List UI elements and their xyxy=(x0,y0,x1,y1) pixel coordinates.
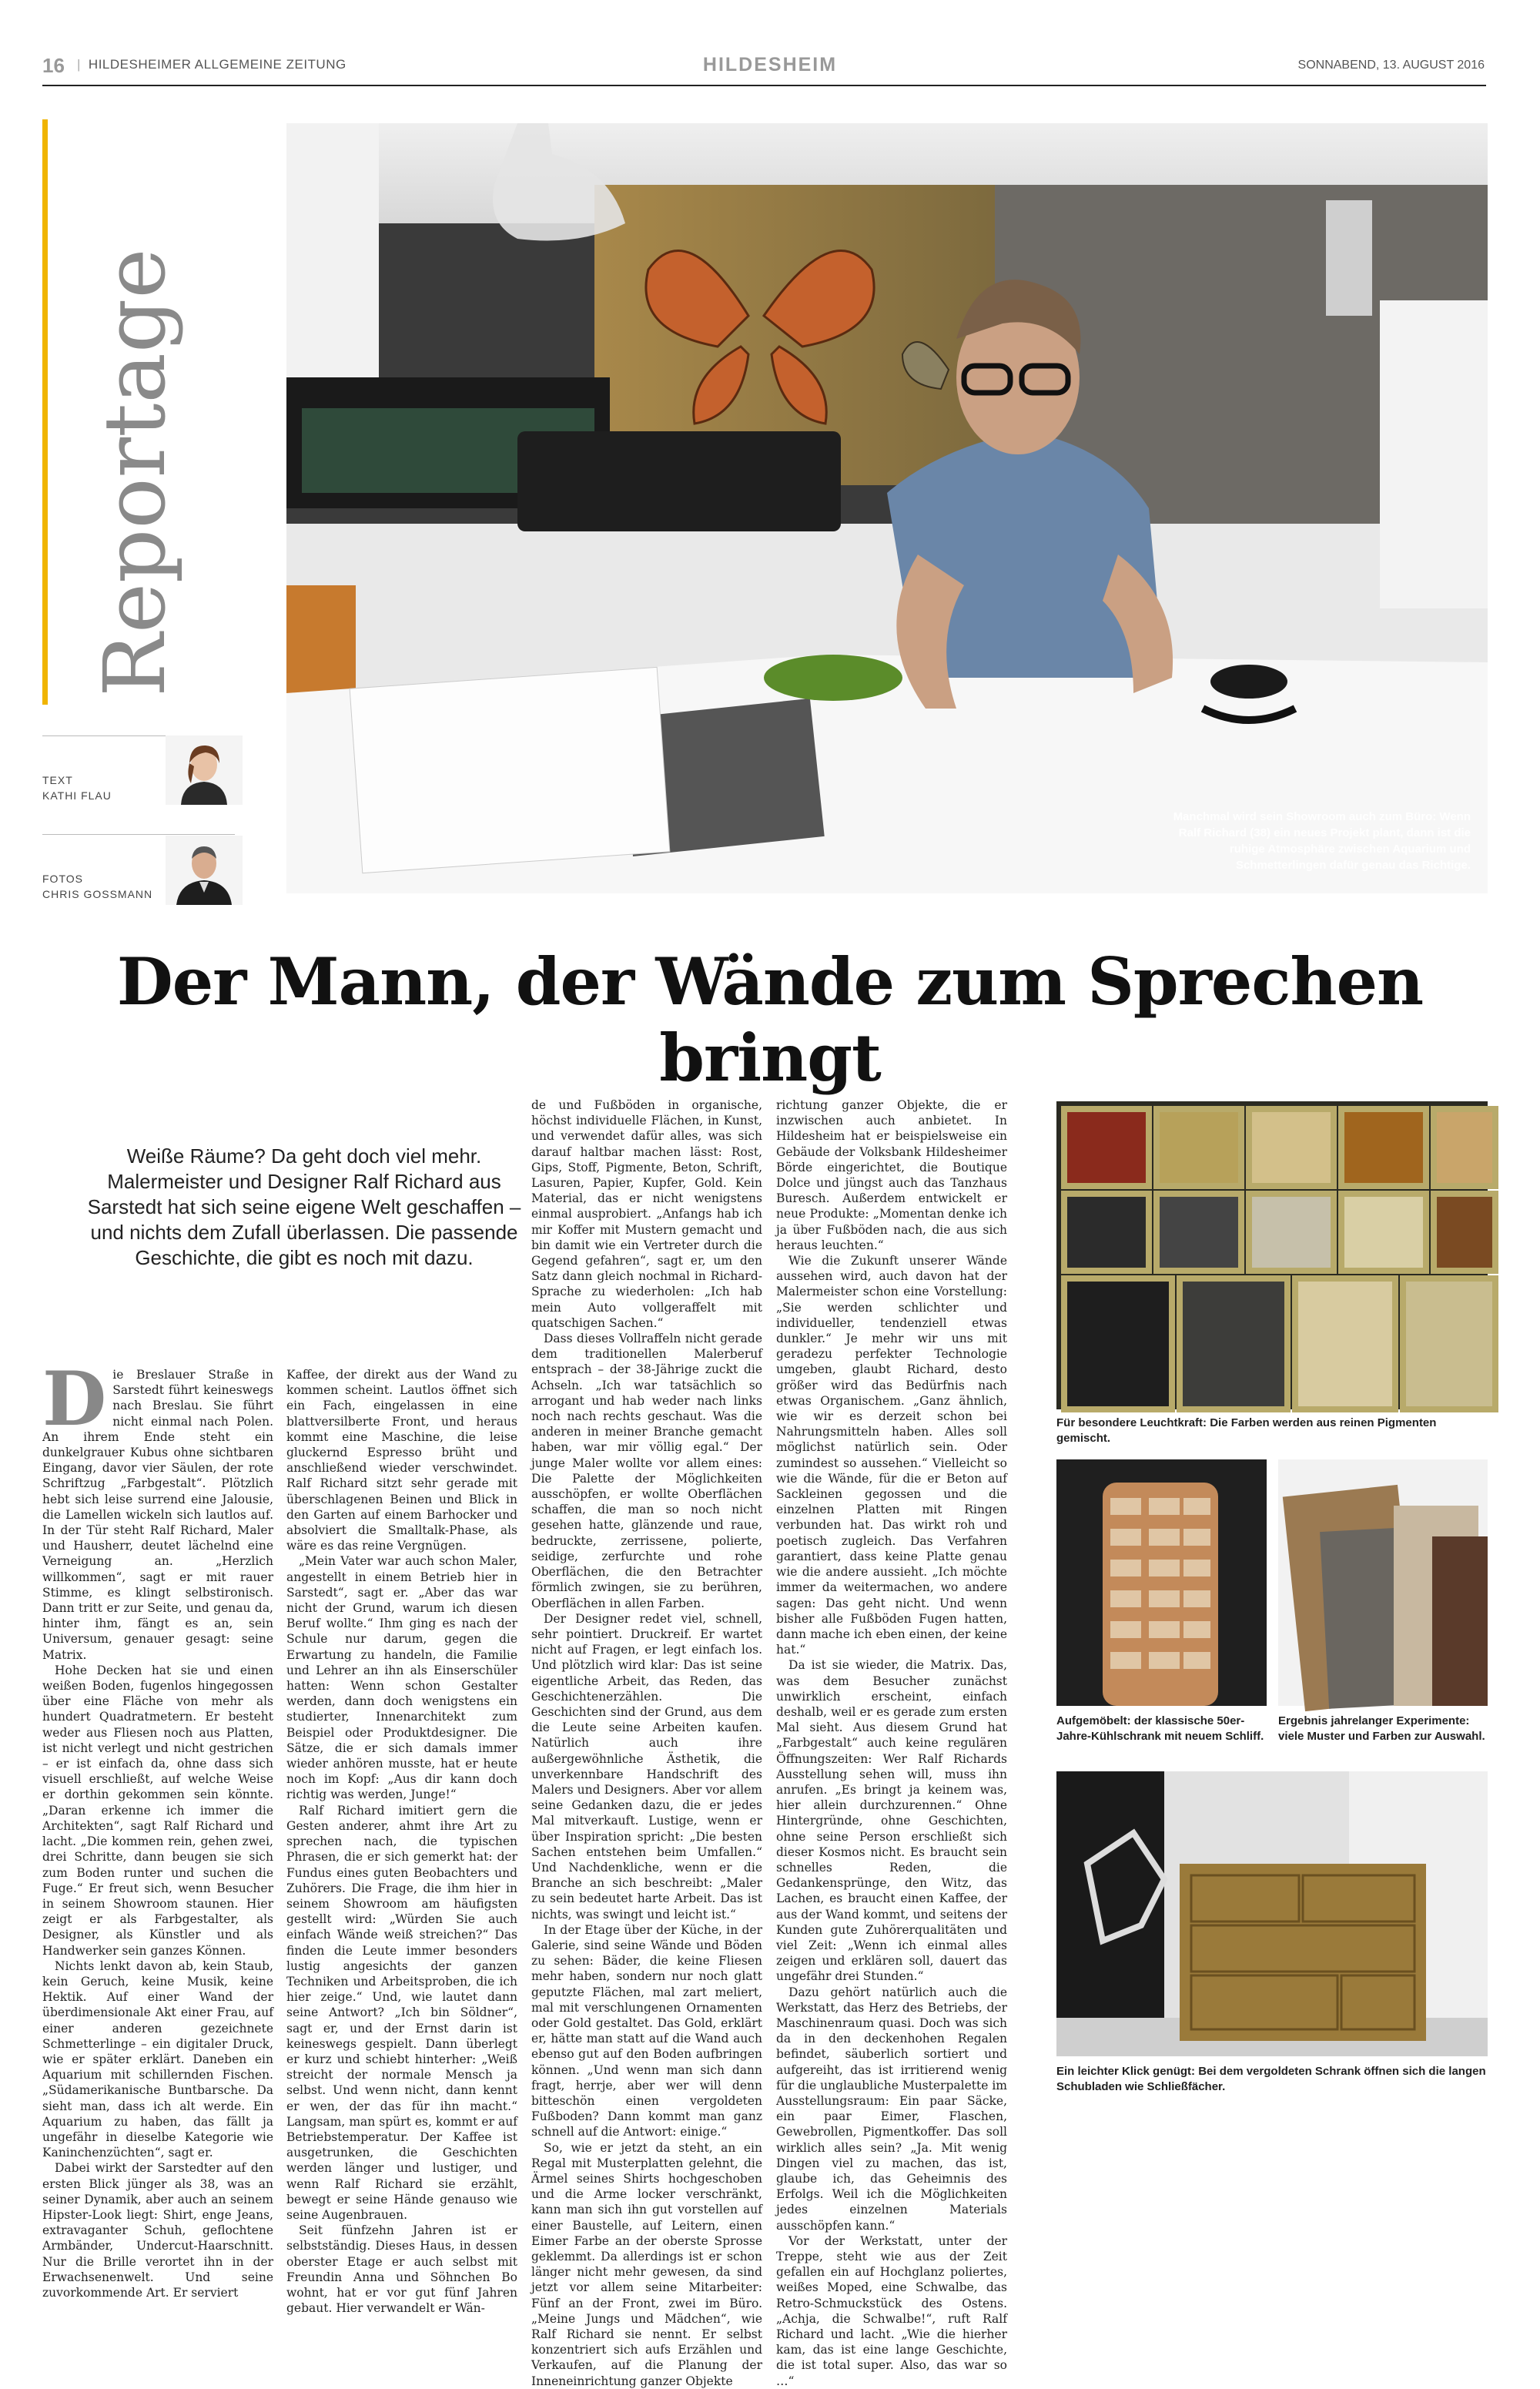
page-number: 16 xyxy=(42,54,65,77)
article-paragraph: Der Designer redet viel, schnell, sehr pointiert. Druckreif. Er wartet nicht auf Fragen, er legt einfach los. Und plötzlich wird klar: Das ist seine eigentliche Arbeit, das Reden, das Geschichtenerzählen. Die Geschichten sind der Grund, aus dem die Leute seine Arbeiten kaufen. Natürlich auch ihre außergewöhnliche Ästhetik, die unverkennbare Handschrift des Malers und Designers. Aber vor allem seine Gedanken dazu, die er jedes Mal mitverkauft. Lustige, wenn er über Inspiration spricht: „Die besten Sachen entstehen beim Umfallen.“ Und Nachdenkliche, wenn er die Branche an sich beschreibt: „Maler zu sein bedeutet harte Arbeit. Das ist nichts, was swingt und leicht ist.“ xyxy=(531,1611,762,1922)
article-paragraph: Kaffee, der direkt aus der Wand zu kommen scheint. Lautlos öffnet sich ein Fach, eingelassen in eine blattversilberte Front, und heraus kommt eine Maschine, die leise gluckernd Espresso brüht und anschließend wieder verschwindet. Ralf Richard sitzt sehr gerade mit überschlagenen Beinen und Blick in den Garten auf einem Barhocker und absolviert die Smalltalk-Phase, als wäre es das reine Vergnügen. xyxy=(286,1368,517,1553)
drop-cap: D xyxy=(42,1355,107,1442)
samples-photo xyxy=(1278,1459,1488,1706)
issue-date: SONNABEND, 13. AUGUST 2016 xyxy=(1297,59,1485,72)
pigments-caption: Für besondere Leuchtkraft: Die Farben werden aus reinen Pigmenten gemischt. xyxy=(1056,1416,1437,1445)
headline: Der Mann, der Wände zum Sprechen bringt xyxy=(116,943,1424,1096)
hero-photo xyxy=(286,123,1488,893)
intro-teaser: Weiße Räume? Da geht doch viel mehr. Malermeister und Designer Ralf Richard aus Sarstedt hat sich seine eigene Welt geschaffen – und nichts dem Zufall überlassen. Die passende Geschichte, die gibt es noch mit dazu. xyxy=(87,1144,521,1269)
article-paragraph: Nichts lenkt davon ab, kein Staub, kein Geruch, keine Musik, keine Hektik. Auf einer Wand der überdimensionale Akt einer Frau, auf einer anderen gezeichnete Schmetterlinge – ein digitaler Druck, wie er später erklärt. Daneben ein Aquarium mit schillernden Fischen. „Südamerikanische Buntbarsche. Da sieht man, dass ich alt werde. Ein Aquarium zu haben, das fällt ja ungefähr in dieselbe Kategorie wie Kaninchenzüchten“, sagt er. xyxy=(42,1958,273,2160)
article-paragraph: Dazu gehört natürlich auch die Werkstatt, das Herz des Betriebs, der Maschinenraum quasi. Doch was sich da in den deckenhohen Regalen befindet, säuberlich sortiert und aufgereiht, das ist irritierend wenig für die unglaubliche Musterpalette im Ausstellungsraum: Ein paar Säcke, ein paar Eimer, Flaschen, Gewebrollen, Pigmentkoffer. Das soll wirklich alles sein? „Ja. Mit wenig Dingen viel zu machen, das ist, glaube ich, das Geheimnis des Erfolgs. Weil ich die Möglichkeiten jedes einzelnen Materials ausschöpfen kann.“ xyxy=(776,1985,1007,2233)
newspaper-name-text: HILDESHEIMER ALLGEMEINE ZEITUNG xyxy=(88,57,346,72)
fridge-caption: Aufgemöbelt: der klassische 50er-Jahre-Kühlschrank mit neuem Schliff. xyxy=(1056,1714,1264,1743)
header-rule xyxy=(42,85,1486,86)
paragraph-text: ie Breslauer Straße in Sarstedt führt keineswegs nach Breslau. Sie führt nicht einmal nach Polen. An ihrem Ende steht ein dunkelgrauer Kubus ohne sichtbaren Eingang, davor vier Säulen, der rote Schriftzug „Farbgestalt“. Plötzlich hebt sich leise surrend eine Jalousie, die Lamellen wickeln sich lautlos auf. In der Tür steht Ralf Richard, Maler und Hausherr, deutet lächelnd eine Verneigung an. „Herzlich willkommen“, sagt er mit rauer Stimme, es klingt selbstironisch. Dann tritt er zur Seite, und genau da, hinter ihm, fängt es an, sein Universum, genauer gesagt: seine Matrix. xyxy=(42,1368,273,1662)
samples-caption: Ergebnis jahrelanger Experimente: viele Muster und Farben zur Auswahl. xyxy=(1278,1714,1485,1743)
newspaper-name: | HILDESHEIMER ALLGEMEINE ZEITUNG xyxy=(77,57,346,72)
section-header: HILDESHEIM xyxy=(702,54,838,75)
hero-caption: Manchmal wird sein Showroom auch zum Büro: Wenn Ralf Richard (38) ein neues Projekt plant, dann ist die ruhige Atmosphäre zwischen Aquarium und Schmetterlingen dafür genau das Richtige. xyxy=(1173,810,1471,872)
article-column-2 xyxy=(286,1367,517,2316)
article-column-3 xyxy=(531,1097,762,2388)
rail-divider xyxy=(42,834,235,835)
article-paragraph: Dabei wirkt der Sarstedter auf den ersten Blick jünger als 38, was an seiner Dynamik, aber auch an seinem Hipster-Look liegt: Shirt, enge Jeans, extravaganter Schuh, geflochtene Armbänder, Undercut-Haarschnitt. Nur die Brille verortet ihn in der Erwachsenenwelt. Und seine zuvorkommende Art. Er serviert xyxy=(42,2161,273,2300)
article-paragraph: Vor der Werkstatt, unter der Treppe, steht wie aus der Zeit gefallen ein auf Hochglanz poliertes, weißes Moped, eine Schwalbe, das Retro-Schmuckstück des Ostens. „Achja, die Schwalbe!“, ruft Ralf Richard und lacht. „Wie die hierher kam, das ist eine lange Geschichte, die ist total super. Also, das war so …“ xyxy=(776,2233,1007,2388)
article-paragraph: Ralf Richard imitiert gern die Gesten anderer, ahmt ihre Art zu sprechen nach, die typischen Phrasen, die er sich gemerkt hat: der Fundus eines guten Beobachters und Zuhörers. Die Frage, die ihm hier in seinem Showroom am häufigsten gestellt wird: „Würden Sie auch einfach Wände weiß streichen?“ Das finden die Leute immer besonders lustig angesichts der ganzen Techniken und Arbeitsproben, die ich hier zeige.“ Und, wie lautet dann seine Antwort? „Ich bin Söldner“, sagt er, und der Ernst darin ist keineswegs gespielt. Dann überlegt er kurz und schiebt hinterher: „Weiß streicht der normale Mensch ja selbst. Und wenn nicht, dann kennt er wen, der das für ihn macht.“ Langsam, man spürt es, kommt er auf Betriebstemperatur. Der Kaffee ist ausgetrunken, die Geschichten werden länger und lustiger, und wenn Ralf Richard sie erzählt, bewegt er seine Hände genauso wie seine Augenbrauen. xyxy=(286,1803,517,2222)
article-paragraph: In der Etage über der Küche, in der Galerie, sind seine Wände und Böden zu sehen: Bäder, die keine Fliesen mehr haben, sondern nur noch glatt geputzte Flächen, mal zart meliert, mal mit verschlungenen Ornamenten oder Gold gestaltet. Das Gold, erklärt er, hätte man statt auf die Wand auch ebenso gut auf den Boden aufbringen können. „Und wenn man sich dann fragt, herrje, aber wer will denn bitteschön einen vergoldeten Fußboden? Dann kommt man ganz schnell auf die Antwort: einige.“ xyxy=(531,1922,762,2139)
fridge-photo xyxy=(1056,1459,1267,1706)
article-paragraph: richtung ganzer Objekte, die er inzwischen auch anbietet. In Hildesheim hat er beispielsweise ein Gebäude der Volksbank Hildesheimer Börde eingerichtet, die Boutique Dolce und jüngst auch das Tanzhaus Buresch. Außerdem entwickelt er neue Produkte: „Momentan denke ich ja über Fußböden nach, die aus sich heraus leuchten.“ xyxy=(776,1098,1007,1252)
text-credit-author: KATHI FLAU xyxy=(42,789,112,802)
section-accent-bar xyxy=(42,119,48,705)
author-avatar xyxy=(166,735,243,805)
section-label-text: Reportage xyxy=(85,248,184,697)
article-paragraph: Wie die Zukunft unserer Wände aussehen wird, auch davon hat der Malermeister schon eine Vorstellung: „Sie werden schlichter und individueller, tendenziell etwas dunkler.“ Je mehr wir uns mit geradezu perfekter Technologie umgeben, glaubt Richard, desto größer wird das Bedürfnis nach etwas Organischem. „Ganz ähnlich, wie wir es derzeit schon bei Nahrungsmitteln haben. Alles soll möglichst natürlich sein. Oder zumindest so aussehen.“ Vielleicht so wie die Wände, für die er Beton auf Sackleinen gegossen und die einzelnen Platten mit Ringen verbunden hat. Das wirkt roh und poetisch zugleich. Das Verfahren garantiert, dass keine Platte genau wie die andere aussieht. „Ich möchte immer da weitermachen, wo andere sagen: Das geht nicht. Und wenn bisher alle Fußböden Fugen hatten, dann mache ich eben einen, der keine hat.“ xyxy=(776,1254,1007,1657)
article-column-1 xyxy=(42,1355,273,2300)
photographer-avatar xyxy=(166,836,243,905)
cabinet-caption: Ein leichter Klick genügt: Bei dem vergoldeten Schrank öffnen sich die langen Schubladen wie Schließfächer. xyxy=(1056,2065,1486,2093)
article-paragraph: Dass dieses Vollraffeln nicht gerade dem traditionellen Malerberuf entsprach – der 38-Jährige zuckt die Achseln. „Ich war tatsächlich so arrogant und hab weder nach links noch nach rechts geschaut. Was die anderen in meiner Branche gemacht haben, war mir völlig egal.“ Der junge Maler wollte vor allem eines: Die Palette der Möglichkeiten ausschöpfen, er wollte Oberflächen schaffen, die man so noch nicht gesehen hatte, glänzende und raue, bedruckte, zerrissene, polierte, seidige, zerfurchte und rohe Oberflächen, die den Betrachter förmlich zwingen, sie zu berühren, Oberflächen in allen Farben. xyxy=(531,1332,762,1610)
text-credit-label: TEXT xyxy=(42,774,73,786)
pigments-photo xyxy=(1056,1101,1488,1409)
article-paragraph: Hohe Decken hat sie und einen weißen Boden, fugenlos hingegossen über eine Fläche von mehr als hundert Quadratmetern. Er besteht weder aus Fliesen noch aus Platten, ist nicht verlegt und nicht gestrichen – er ist einfach da, ohne dass sich visuell erschließt, auf welche Weise er dorthin gekommen sein könnte. „Daran erkenne ich immer die Architekten“, sagt Ralf Richard und lacht. „Die kommen rein, gehen zwei, drei Schritte, dann beugen sie sich zum Boden runter und suchen die Fuge.“ Er freut sich, wenn Besucher in seinem Showroom staunen. Hier zeigt er als Farbgestalter, als Designer, als Künstler und als Handwerker sein ganzes Können. xyxy=(42,1663,273,1958)
cabinet-photo xyxy=(1056,1771,1488,2056)
article-paragraph: Da ist sie wieder, die Matrix. Das, was dem Besucher zunächst unwirklich erscheint, einfach deshalb, weil er es gerade zum ersten Mal sieht. Aus diesem Grund hat „Farbgestalt“ auch keine regulären Öffnungszeiten: Wer Ralf Richards Ausstellung sehen will, muss ihn anrufen. „Es bringt ja keinem was, hier allein durchzurennen.“ Ohne Hintergründe, ohne Geschichten, ohne seine Person erschließt sich dieser Kosmos nicht. Es braucht sein schnelles Reden, die Gedankensprünge, den Witz, das Lachen, es braucht einen Kaffee, der aus der Wand kommt, und seitens der Kunden gute Zuhörerqualitäten und viel Zeit: „Wenn ich einmal alles zeigen und erklären soll, dauert das ungefähr drei Stunden.“ xyxy=(776,1658,1007,1984)
article-paragraph: Seit fünfzehn Jahren ist er selbstständig. Dieses Haus, in dessen oberster Etage er auch selbst mit Freundin Anna und Söhnchen Bo wohnt, hat er vor gut fünf Jahren gebaut. Hier verwandelt er Wän- xyxy=(286,2223,517,2316)
article-paragraph xyxy=(42,1355,273,1663)
photo-credit-label: FOTOS xyxy=(42,873,83,885)
photo-credit-author: CHRIS GOSSMANN xyxy=(42,888,153,900)
article-paragraph: „Mein Vater war auch schon Maler, angestellt in einem Betrieb hier in Sarstedt“, sagt er. „Aber das war nicht der Grund, warum ich diesen Beruf wollte.“ Ihm ging es nach der Schule nur darum, gegen die Erwartung zu handeln, die Familie und Lehrer an ihn als Einserschüler hatten: Wenn schon Gestalter werden, dann doch wenigstens ein studierter, Innenarchitekt zum Beispiel oder Produktdesigner. Die Sätze, die er sich damals immer wieder anhören musste, hat er heute noch im Kopf: „Aus dir kann doch richtig was werden, Junge!“ xyxy=(286,1554,517,1802)
article-column-4 xyxy=(776,1097,1007,2388)
article-paragraph: So, wie er jetzt da steht, an ein Regal mit Musterplatten gelehnt, die Ärmel seines Shirts hochgeschoben und die Arme locker verschränkt, kann man sich ihn gut vorstellen auf einer Baustelle, auf Leitern, einen Eimer Farbe an der oberste Sprosse geklemmt. Da allerdings ist er schon länger nicht mehr gewesen, da sind jetzt vor allem seine Mitarbeiter: Fünf an der Front, zwei im Büro. „Meine Jungs und Mädchen“, wie Ralf Richard sie nennt. Er selbst konzentriert sich aufs Erzählen und Verkaufen, auf die Planung der Inneneinrichtung ganzer Objekte xyxy=(531,2140,762,2388)
article-paragraph: de und Fußböden in organische, höchst individuelle Flächen, in Kunst, und verwendet dafür alles, was sich darauf haltbar machen lässt: Rost, Gips, Stoff, Pigmente, Beton, Schrift, Lasuren, Papier, Kupfer, Gold. Kein Material, das er nicht wenigstens einmal ausprobiert. „Anfangs hab ich mir Koffer mit Mustern gemacht und bin damit wie ein Vertreter durch die Gegend gefahren“, sagt er, um den Satz dann gleich nochmal in Richard-Sprache zu wiederholen: „Ich hab mein Auto vollgeraffelt mit quatschigen Sachen.“ xyxy=(531,1098,762,1330)
section-label xyxy=(50,127,196,697)
